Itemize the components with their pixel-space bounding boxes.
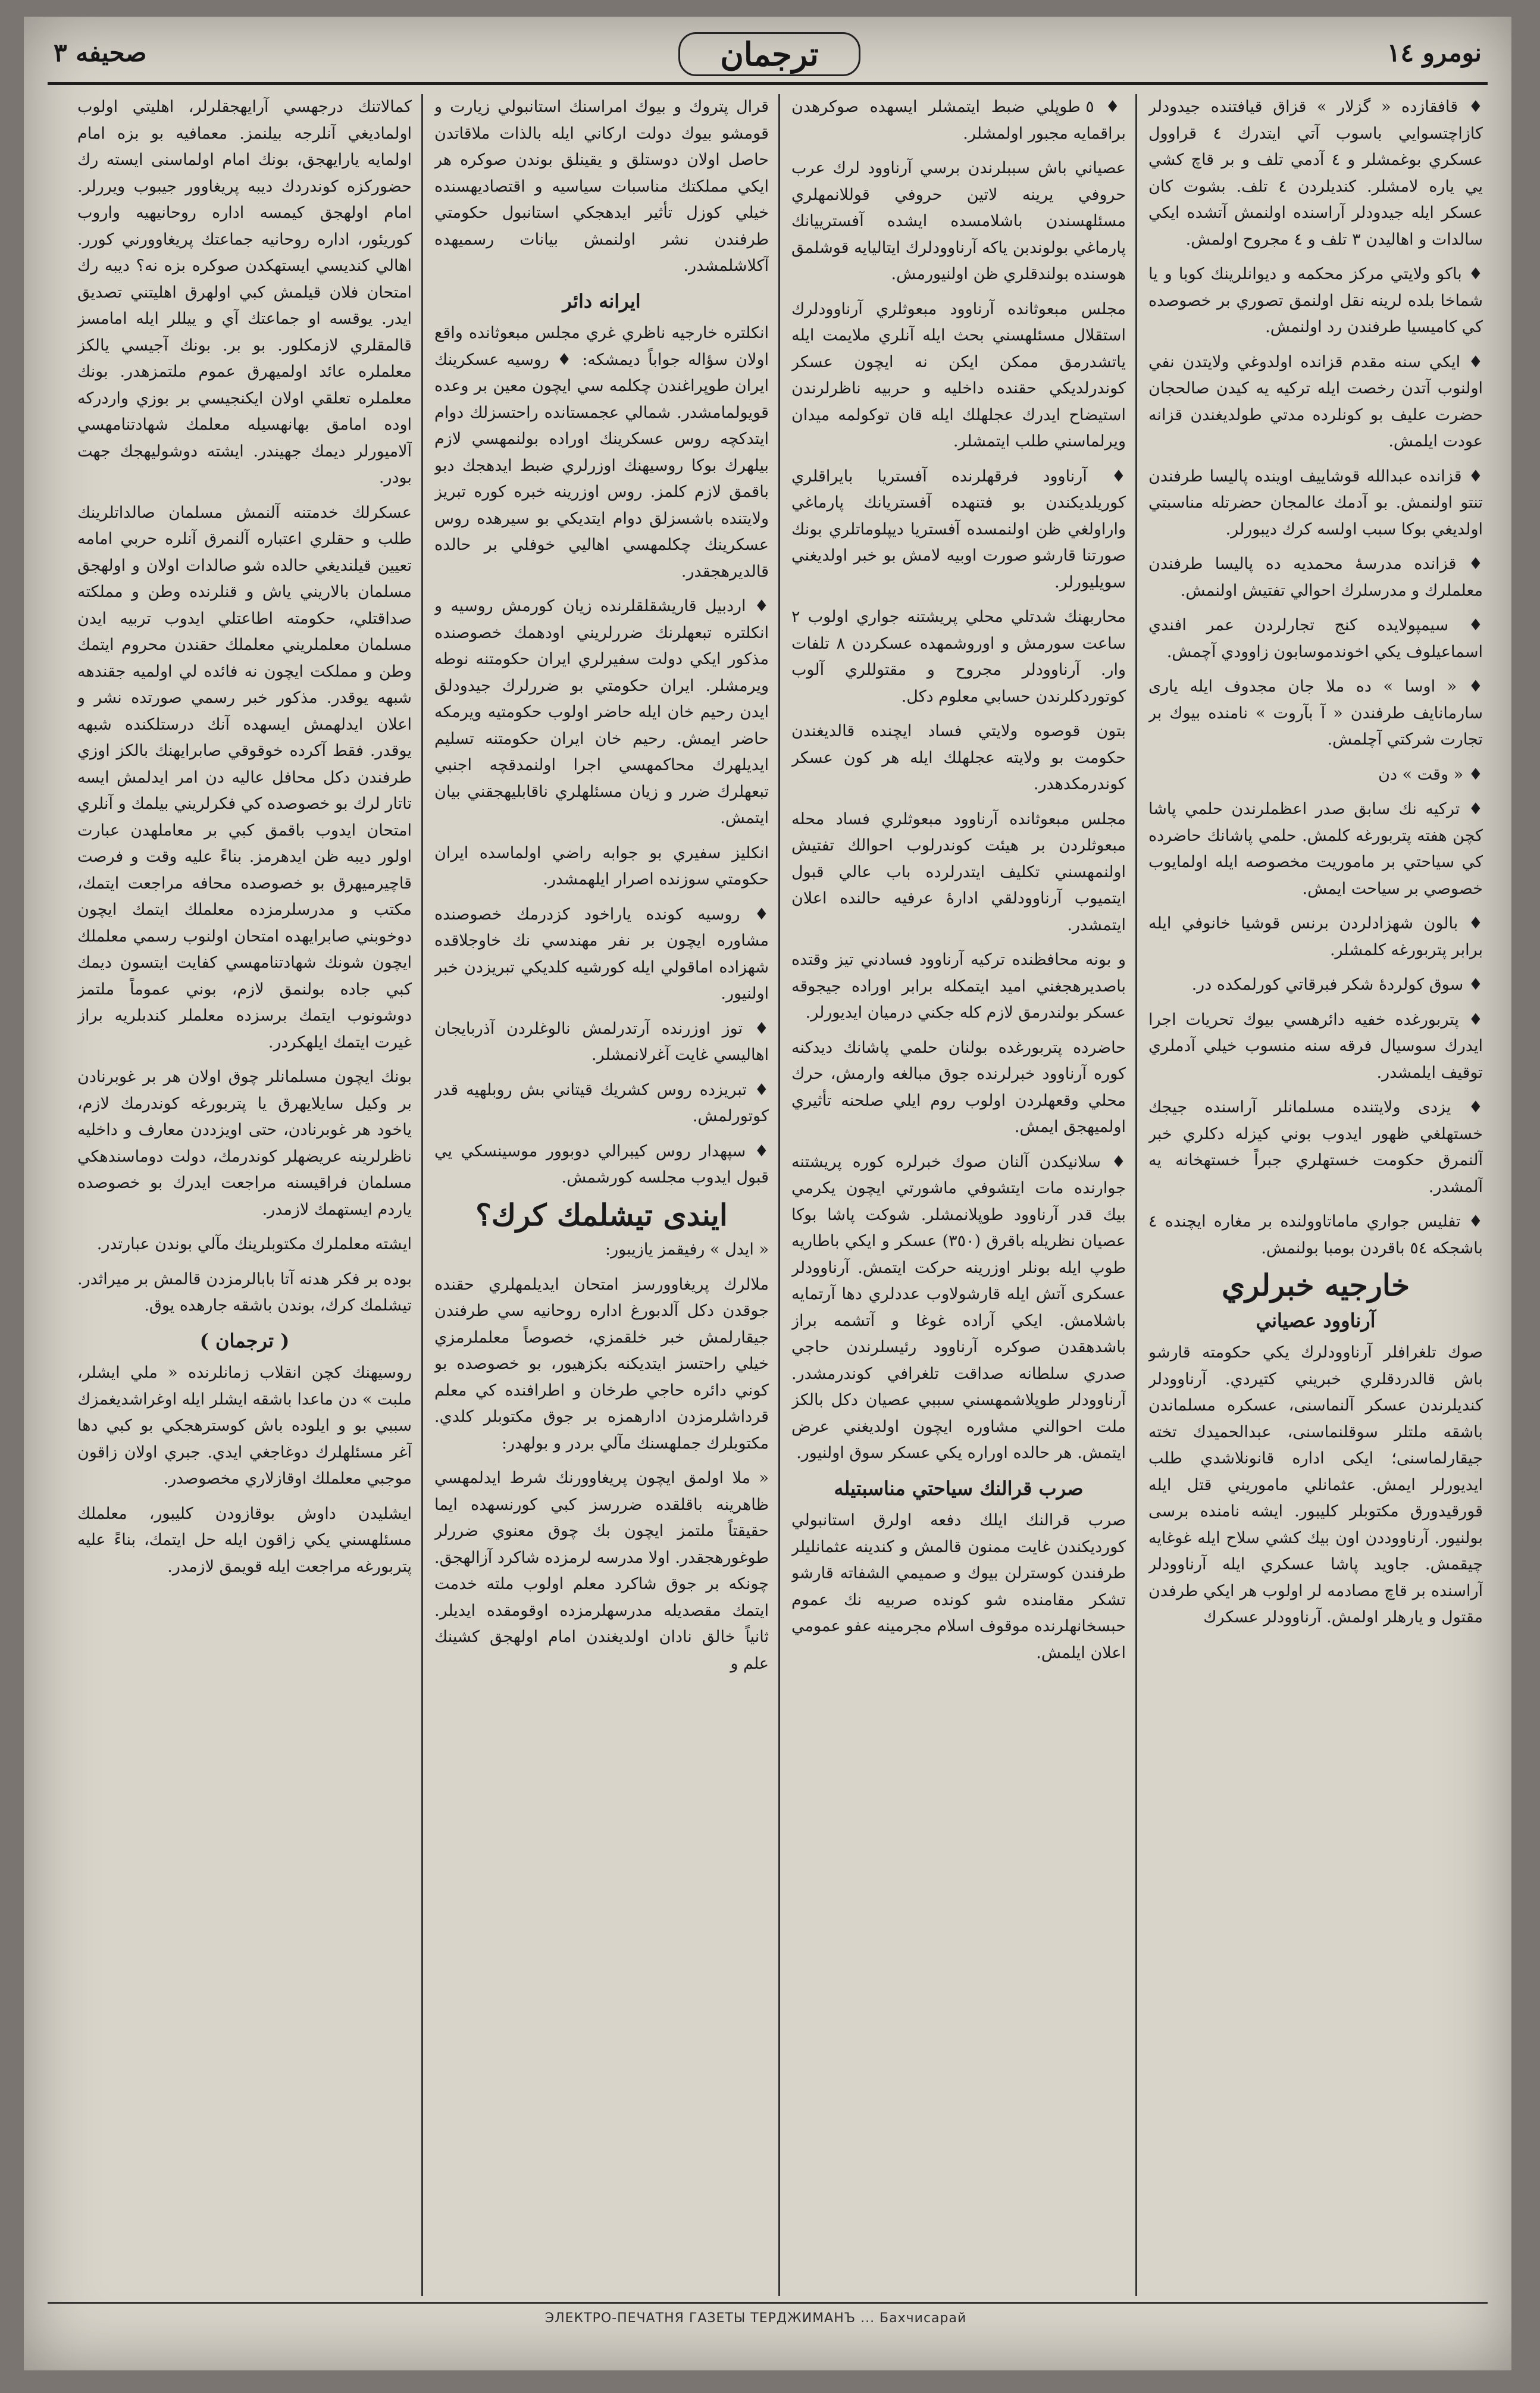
article-body: بونك ايچون مسلمانلر چوق اولان هر بر غوبرنادن بر وكيل سايلايهرق يا پتربورغه كوندرمك لازم، ياخود هر غوبرنادن، حتى اويزددن معارف و داخليه ناظرلرينه عريضهلر كوندرمك، دولت دوماسندهكي مسلمان فراقيسنه مراجعت ايدرك بو خصوصده ياردم ايستهمك لازمدر. bbox=[77, 1068, 412, 1219]
article-body: ايشته معلملرك مكتوبلرينك مآلي بوندن عبارتدر. bbox=[96, 1235, 412, 1253]
footer-rule bbox=[48, 2302, 1488, 2304]
article-heading: ايندى تيشلمك كرك؟ bbox=[475, 1197, 728, 1233]
article-body: مجلس مبعوثانده آرناوود مبعوثلري آرناوودلرك استقلال مسئلهسني بحث ايله آنلري ملايمت ايله ياتشدرمق ممكن ايكن نه ايچون عسكر كوندرلديكي حقنده داخليه و حربيه ناظرلرندن استيضاح ايدرك عجلهلك ايله قان توكولمه ميدان ويرلماسني طلب ايتمشلر. bbox=[791, 299, 1126, 451]
article-body: صوك تلغرافلر آرناوودلرك يكي حكومته قارشو باش قالدردقلري خبريني كتيردي. آرناوودلر كنديلرندن عسكر آلنماسنى، عسكره مسلماندن باشقه ملتلر سوقلنماسنى، عبدالحميدك تخته جيقارلماسنى؛ ايكى اداره قانونلاشدي طلب ايديورلر ايمش. عثمانلي ماموريني قتل ايله قورقيدورق مكتوبلر كليبور. ايشه نامنده برسى بولنيور. آرناووددن اون بيك كشي سلاح ايله غوغايه چيقمش. جاويد پاشا عسكري ايله آرناوودلر آراسنده بر قاچ مصادمه لر اولوب هر ايكي طرفدن مقتول و يارهلر اولمش. آرناوودلر عسكرك bbox=[1148, 1343, 1483, 1626]
column-4 bbox=[77, 94, 412, 2296]
news-item: ♦ روسيه كونده ياراخود كزدرمك خصوصنده مشاوره ايچون بر نفر مهندسي نك خاوجلاقده شهزاده اماقولي ايله كورشيه كلديكي تبريزدن خبر اولنيور. bbox=[434, 905, 769, 1003]
news-item: ♦ بالون شهزادلردن برنس قوشيا خانوفي ايله برابر پتربورغه كلمشلر. bbox=[1148, 914, 1483, 959]
page-header bbox=[54, 27, 1482, 81]
news-item: ♦ قافقازده « گزلار » قزاق قيافتنده جيدودلر كازاچتسوايي باسوب آتي ايتدرك ٤ قراوول عسكري بوغمشلر و ٤ آدمي تلف و بر قاچ كشي يي ياره لامشلر. كنديلردن ٤ تلف. بشوت كان عسكر ايله جيدودلر آراسنده اولنمش آتشده ايكي سالدات و اهاليدن ٣ تلف و ٤ مجروح اولمش. bbox=[1148, 98, 1483, 249]
article-subheading: ايرانه دائر bbox=[562, 289, 641, 312]
article-body: بتون قوصوه ولايتي فساد ايچنده قالدیغندن حكومت بو ولايته عجلهلك ايله هر كون عسكر كوندرمكدهدر. bbox=[791, 722, 1126, 793]
article-body: روسيهنك كچن انقلاب زمانلرنده « ملي ايشلر، ملبت » دن ماعدا باشقه ايشلر ايله اوغراشديغمزك سببي بو و ايلوده باش كوسترهجكي بو كبي دها آغر مسئلهلرك دوغاجغي ايدي. جبري اولان زاقون موجبي معلملك اوقازلاري مخصوصدر. bbox=[77, 1363, 412, 1488]
news-item: ♦ تبريزده روس كشريك قيتاني بش روبلهيه قدر كوتورلمش. bbox=[434, 1080, 769, 1125]
column-3 bbox=[434, 94, 769, 2296]
news-item: ♦ آرناوود فرقهلرنده آفستريا بايراقلري كوريلديكندن بو فتنهده آفستريانك پارماغي واراولغي ظن اولنمسده آفستريا ديپلوماتلري بونك صورتنا قارشو صورت اوبيه لامش بو خبر اولديغني سويليورلر. bbox=[791, 467, 1126, 592]
news-item: ♦ تركيه نك سابق صدر اعظملرندن حلمي پاشا كچن هفته پتربورغه كلمش. حلمي پاشانك حاضرده كي سياحتي بر ماموريت مخصوصه ايله اولمايوب خصوصي بر سياحت ايمش. bbox=[1148, 800, 1483, 898]
article-body: ايشليدن داوش بوقازودن كليبور، معلملك مسئلهسني يكي زاقون ايله حل ايتمك، بناءً عليه پتربورغه مراجعت ايله قويمق لازمدر. bbox=[77, 1504, 412, 1576]
news-item: ♦ توز اوزرنده آرتدرلمش نالوغلردن آذربايجان اهاليسي غايت آغرلانمشلر. bbox=[434, 1019, 769, 1064]
article-body: عصياني باش سببلرندن برسي آرناوود لرك عرب حروفي يرينه لاتين حروفي قوللانمهلري مسئلهسندن باشلامسده ايشده آفسترييانك پارماغي بولوندبن ياكه آرناوودلرك ايتاليايه قوشلمق هوسنده بولندقلري ظن اولنيورمش. bbox=[791, 159, 1126, 283]
article-body: بوده بر فكر هدنه آتا بابالرمزدن قالمش بر ميراثدر. تيشلمك كرك، بوندن باشقه جارهده يوق. bbox=[77, 1269, 412, 1315]
news-item: ♦ يزدى ولايتنده مسلمانلر آراسنده جيجك خستهلغي ظهور ايدوب بوني كيزله دكلري خبر آلنمرق حكومت خستهلري جبراً خستهخانه يه آلمشدر. bbox=[1148, 1098, 1483, 1196]
news-item: ♦ قزانده مدرسهٔ محمديه ده پاليسا طرفندن معلملرك و مدرسلرك احوالي تفتيش اولنمش. bbox=[1148, 555, 1483, 600]
news-item: ♦ سيمپولايده كنج تجارلردن عمر افندي اسماعيلوف يكي اخوندموسابون زاوودي آچمش. bbox=[1148, 616, 1483, 661]
header-rule bbox=[48, 82, 1488, 85]
section-heading: خارجيه خبرلري bbox=[1221, 1268, 1410, 1303]
column-divider bbox=[1135, 94, 1137, 2296]
article-body: و بونه محافظنده تركيه آرناوود فسادني تيز وقتده باصديرهجغني اميد ايتمكله برابر اوراده جيجوقه عسكر بولندرمق لازم كله جكني درميان ايديورلر. bbox=[791, 950, 1126, 1022]
news-item: ♦ اردبيل قاريشقلقلرنده زيان كورمش روسيه و انكلتره تبعهلرنك ضررلريني اودهمك خصوصنده مذكور ايكي دولت سفيرلري ايران حكومتنه نوطه ويرمشلر. ايران حكومتي بو ضررلرك جيدودلق ايدن رحيم خان ايله حاضر اولوب حكومتيه ويرمكه حاضر ايمش. رحيم خان ايران حكومتنه تسليم ايديلهرك محاكمهسي اجرا اولنمدقچه اجنبي تبعهلرك ضرر و زيان مسئلهلري ناقابليهجقني بيان ايتمش. bbox=[434, 597, 769, 827]
issue-number-label: نومرو ١٤ bbox=[1386, 38, 1482, 67]
article-body: حاضرده پتربورغده بولنان حلمي پاشانك ديدكنه كوره آرناوود خبرلرنده جوق مبالغه وارمش، حرك محلي وقعهلردن اولوب روم ايلي صلحنه تأثيري اولميهجق ايمش. bbox=[791, 1038, 1126, 1136]
news-item: ♦ سلانيكدن آلنان صوك خبرلره كوره پريشتنه جوارنده مات ايتشوفي ماشورتي ايچون يكرمي بيك قدر آرناوود طوپلانمشلر. شوكت پاشا بوكا عصيان نظريله باقرق (٣٥٠) عسكر و ايكي باطاريه طوپ ايله بونلر اوزرينه حركت ايتمش. آرناوودلر عسكرى آتش ايله قارشولاوب عددلري دها آرتمايه باشلامش. ايكي آراده غوغا و آتشمه براز باشدهقدن صوكره آرناوود رئيسلرندن حاجي صدري سلطانه صداقت تلغرافي كوندرمشدر. آرناوودلر طوپلاشمهسني سببي عصيان دكل بالكز ملت احوالني مشاوره ايچون اولديغني عرض ايتمش. هر حالده اوراره يكي عسكر سوق اولنيور. bbox=[791, 1152, 1126, 1462]
newspaper-page bbox=[24, 17, 1511, 2370]
printer-imprint: ЭЛЕКТРО-ПЕЧАТНЯ ГАЗЕТЫ ТЕРДЖИМАНЪ ... Бахчисарай bbox=[544, 2311, 967, 2326]
source-note: ♦ « وقت » دن bbox=[1378, 765, 1483, 784]
article-body: مجلس مبعوثانده آرناوود مبعوثلري فساد محله مبعوثلردن بر هيئت كوندرلوب احوالك تفتيش اولنمهسني تكليف ايتدرلرده باب عالي قبول ايتميوب آرناوودلقي ادارهٔ عرفيه حالنده اعلان ايتمشدر. bbox=[791, 809, 1126, 934]
column-2 bbox=[791, 94, 1126, 2296]
article-subheading: آرناوود عصياني bbox=[1256, 1309, 1376, 1332]
article-body: محاربهنك شدتلي محلي پريشتنه جواري اولوب ٢ ساعت سورمش و اوروشمهده عسكردن ٨ تلفات وار. آرناوودلر مجروح و مقتوللري آلوب كوتوردكلرندن حسابي معلوم دكل. bbox=[791, 608, 1126, 706]
article-signature: ( ترجمان ) bbox=[199, 1329, 290, 1352]
article-body: انكلتره خارجيه ناظري غري مجلس مبعوثانده واقع اولان سؤاله جواباً ديمشكه: ♦ روسيه عسكرينك ايران طوپراغندن چكلمه سي ايچون معين بر وعده قويولمامشدر. شمالي عجمستانده راحتسزلك دوام ايتدكچه روس عسكرينك اوراده بولنمهسي لازم بيلهرك بوكا روسيهنك اوزرلري ضبط ايدهجك دبو باقمق لازم كلمز. روس اوزرينه خبره كوره تبريز ولايتنده باشسزلق دوام ايتديكي بو سيرهده روس عسكرينك چكلمهسي اهاليي خوفلي بر حالده قالديرهجقدر. bbox=[434, 324, 769, 581]
news-item: ♦ قزانده عبدالله قوشاييف اوينده پاليسا طرفندن تنتو اولنمش. بو آدمك عالمجان حضرتله مناسبتي اولديغي بوكا سبب اولسه كرك ديبورلر. bbox=[1148, 467, 1483, 539]
column-1 bbox=[1148, 94, 1483, 2296]
news-item: ♦ سپهدار روس كيبرالي دوبوور موسينسكي يي قبول ايدوب مجلسه كورشمش. bbox=[434, 1141, 769, 1187]
article-body: عسكرلك خدمتنه آلنمش مسلمان صالداتلرينك طلب و حقلري اعتباره آلنمرق آنلره حربي امامه تعيين قيلنديغي حالده شو صالدات اولان و اولهجق مسلمان بالاريني ياش و قنلرنده وطن و مملكته صداقتلي، حكومته اطاعتلي ايدوب تربيه ايدن مسلمان معلملريني معلملك حقندن محروم ايتمك وطن و مملكت ايچون نه فائده لي اولميه جقندهه شبهه يوقدر. مذكور خبر رسمي صورتده نشر و اعلان ايدلهمش ايسهده آنك درستلكنده شبهه يوقدر. فقط آكرده خوقوقي صابرايهنك بالكز اوزي طرفندن دكل محافل عاليه دن امر ايدلمش ايسه تاتار لرك بو خصوصده كي فكرلريني بيلمك و آنلري امتحان ايدوب باقمق كبي بر معاملهدن عبارت اولور ديبه ظن ايدهرمز. بناءً عليه وقت و فرصت قاچيرميهرق بو خصوصده محافه مراجعت ايتمك، مكتب و مدرسلرمزده معلملك ايتمك ايچون دوخوبني صابرايهده امتحان اولنوب رسمي معلملك ايچون شونك شهادتنامهسي كفايت ايتسون ديمك كبي جاده بولنمق لازم، بوني عموماً ملتمز دوشونوب ايتمك برسزده معلملر كندبلريه براز غيرت ايتمك ايلهكردر. bbox=[77, 503, 412, 1052]
article-body: صرب قرالنك ايلك دفعه اولرق استانبولي كوردیكندن غايت ممنون قالمش و كندينه عثمانليلر طرفندن كوسترلن بيوك و صميمي الشفاته قارشو تشكر مقامنده شو كونده صربيه نك عموم حبسخانهلرنده موقوف اسلام مجرمينه عفو عمومي اعلان ايلمش. bbox=[791, 1511, 1126, 1662]
news-item: ♦ پتربورغده خفيه دائرهسي بيوك تحريات اجرا ايدرك سوسيال فرقه سنه منسوب خيلي آدملري توقيف ايلمشدر. bbox=[1148, 1010, 1483, 1082]
column-divider bbox=[778, 94, 780, 2296]
news-item: ♦ تفليس جواري ماماتاوولنده بر مغاره ايچنده ٤ باشجكه ٥٤ باقردن بومبا بولنمش. bbox=[1148, 1212, 1483, 1258]
column-divider bbox=[421, 94, 423, 2296]
article-body: كمالاتنك درجهسي آرايهجقلرلر، اهليتي اولوب اولماديغي آنلرجه بيلنمز. معمافيه بو بزه امام اولمايه يارايهجق، بونك امام اولماسنى ايسته رك حضوركزه كوندردك ديبه پريغاوور جيبوب ويررلر. امام اولهجق كيمسه اداره روحانيهيه واروب كوريئور، اداره روحانيه جماعتك پريغاوورني كورر. اهالي كنديسي ايستهكدن صوكره بزه نه؟ ديبه رك امتحان فلان قيلمش كبي اولهرق اهليتني تصديق ايدر. يوقسه او جماعتك آي و ييللر ايله امامسز قالمقلري لازمكلور. بو بر. بونك آجيسي يالكز معلملره عائد اولميهرق عموم ملتمزهدر. بونك معلملره تعلقي اولان ايكنجيسي بر بوزي واردرکه اوده امامق بهانهسيله معلمك شهادتنامهسي آلاميورلر ديمك جهيندر. ايشته دوشوليهجك جهت بودر. bbox=[77, 98, 412, 487]
article-body: « ملا اولمق ايچون پريغاوورنك شرط ايدلمهسي ظاهرينه باقلقده ضررسز كبي كورنسهده ايما حقيقتاً ملتمز ايچون بك چوق معنوي ضررلر طوغورهجقدر. اولا مدرسه لرمزده شاكرد آزالهجق. چونكه بر جوق شاكرد معلم اولوب ملته خدمت ايتمك مقصديله مدرسهلرمزده اوقومقده ايديلر. ثانياً خالق نادان اولديغندن امام اولهجق كشينك علم و bbox=[434, 1469, 769, 1673]
article-body: انكليز سفيري بو جوابه راضي اولماسده ايران حكومتي سوزنده اصرار ايلهمشدر. bbox=[434, 843, 769, 889]
masthead-title: ترجمان bbox=[678, 32, 860, 76]
article-body: ملالرك پريغاوورسز امتحان ايديلمهلري حقنده جوقدن دكل آلدبورغ اداره روحانيه سي طرفندن جيقارلمش خبر خلقمزي، خصوصاً معلملرمزي خيلي راحتسز ايتديكنه بكزهيور، بو خصوصده بو كوني دائره حاجي طرخان و اطرافنده كي معلم قرداشلرمزدن ادارهمزه بر جوق مكتوبلر كلدي. مكتوبلرك جملهسنك مآلي بردر و بولهدر: bbox=[434, 1275, 769, 1453]
news-item: ♦ ايكي سنه مقدم قزانده اولدوغي ولايتدن نفي اولنوب آتدن رخصت ايله تركيه يه كيدن صالحجان حضرت عليف بو كونلرده مدتي طولديغندن قزانه عودت ايلمش. bbox=[1148, 352, 1483, 451]
news-item: ♦ سوق كولردهٔ شكر فبرقاتي كورلمكده در. bbox=[1191, 975, 1483, 994]
article-body: قرال پتروك و بيوك امراسنك استانبولي زيارت و قومشو بيوك دولت اركاني ايله بالذات ملاقاتدن حاصل اولان دوستلق و يقينلق بوندن صوكره هر ايكي مملكتك مناسبات سياسيه و اقتصاديهسنده خيلي كوزل تأثير ايدهجكي استانبول حكومتي طرفندن نشر اولنمش بيانات رسميهده آكلاشلمشدر. bbox=[434, 98, 769, 275]
article-subheading: صرب قرالنك سياحتي مناسبتيله bbox=[834, 1477, 1084, 1500]
page-number-label: صحيفه ٣ bbox=[54, 38, 147, 67]
news-item: ♦ باكو ولايتي مركز محكمه و ديوانلرينك كوبا و يا شماخا بلده لرينه نقل اولنمق تصوري بر خصوصده كي كاميسيا طرفندن رد اولنمش. bbox=[1148, 265, 1483, 336]
article-byline: « ايدل » رفيقمز يازيبور: bbox=[605, 1240, 769, 1259]
news-item: ♦ « اوسا » ده ملا جان مجدوف ايله يارى سارمانايف طرفندن « آ بآروت » نامنده بيوك بر تجارت شركتي آچلمش. bbox=[1148, 677, 1483, 749]
article-body: ♦ ٥ طوپلي ضبط ايتمشلر ايسهده صوكرهدن براقمايه مجبور اولمشلر. bbox=[791, 98, 1126, 143]
